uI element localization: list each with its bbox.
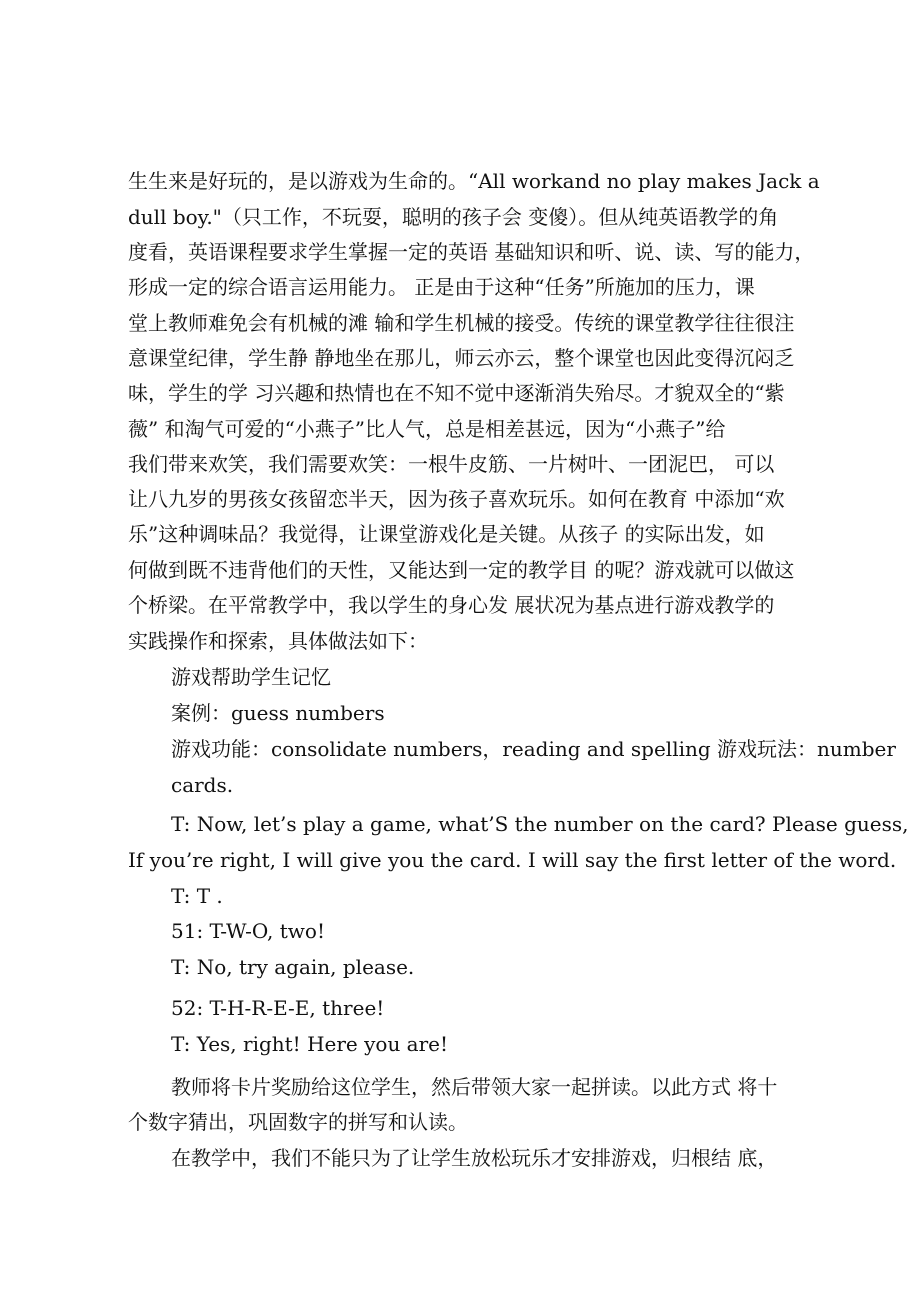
text-line: 度看，英语课程要求学生掌握一定的英语 基础知识和听、说、读、写的能力， xyxy=(128,240,815,264)
text-line: 何做到既不违背他们的天性，又能达到一定的教学目 的呢？游戏就可以做这 xyxy=(128,558,795,582)
text-line: 案例：guess numbers xyxy=(171,701,385,725)
text-line: 游戏功能：consolidate numbers，reading and spelling 游戏玩法：number xyxy=(171,737,896,761)
text-line: 个桥梁。在平常教学中，我以学生的身心发 展状况为基点进行游戏教学的 xyxy=(128,593,775,617)
text-line: 堂上教师难免会有机械的滩 输和学生机械的接受。传统的课堂教学往往很注 xyxy=(128,311,795,335)
dialogue-line: If you’re right, I will give you the card. I will say the first letter of the word. xyxy=(128,848,897,872)
text-line: cards. xyxy=(171,773,234,797)
text-line: 意课堂纪律，学生静 静地坐在那儿，师云亦云，整个课堂也因此变得沉闷乏 xyxy=(128,346,795,370)
text-line: 乐”这种调味品？我觉得，让课堂游戏化是关键。从孩子 的实际出发，如 xyxy=(128,522,765,546)
dialogue-line: T: Yes, right! Here you are! xyxy=(171,1032,449,1056)
text-line: dull boy."（只工作，不玩耍，聪明的孩子会 变傻）。但从纯英语教学的角 xyxy=(128,205,779,229)
text-line: 教师将卡片奖励给这位学生，然后带领大家一起拼读。以此方式 将十 xyxy=(171,1075,778,1099)
text-line: 生生来是好玩的，是以游戏为生命的。“All workand no play makes Jack a xyxy=(128,169,820,193)
text-line: 实践操作和探索，具体做法如下： xyxy=(128,629,428,653)
dialogue-line: T: No, try again, please. xyxy=(171,955,415,979)
text-line: 味，学生的学 习兴趣和热情也在不知不觉中逐渐消失殆尽。才貌双全的“紫 xyxy=(128,381,785,405)
text-line: 我们带来欢笑，我们需要欢笑：一根牛皮筋、一片树叶、一团泥巴， 可以 xyxy=(128,452,775,476)
text-line: 个数字猜出，巩固数字的拼写和认读。 xyxy=(128,1110,468,1134)
section-heading: 游戏帮助学生记忆 xyxy=(171,665,331,689)
text-line: 形成一定的综合语言运用能力。 正是由于这种“任务”所施加的压力，课 xyxy=(128,275,755,299)
dialogue-line: T: Now, let’s play a game, what’S the number on the card? Please guess, xyxy=(171,812,909,836)
text-line: 在教学中，我们不能只为了让学生放松玩乐才安排游戏，归根结 底， xyxy=(171,1146,778,1170)
dialogue-line: 51: T-W-O, two! xyxy=(171,919,326,943)
text-line: 薇” 和淘气可爱的“小燕子”比人气，总是相差甚远，因为“小燕子”给 xyxy=(128,417,726,441)
dialogue-line: T: T . xyxy=(171,884,223,908)
dialogue-line: 52: T-H-R-E-E, three! xyxy=(171,996,385,1020)
text-line: 让八九岁的男孩女孩留恋半天，因为孩子喜欢玩乐。如何在教育 中添加“欢 xyxy=(128,487,785,511)
